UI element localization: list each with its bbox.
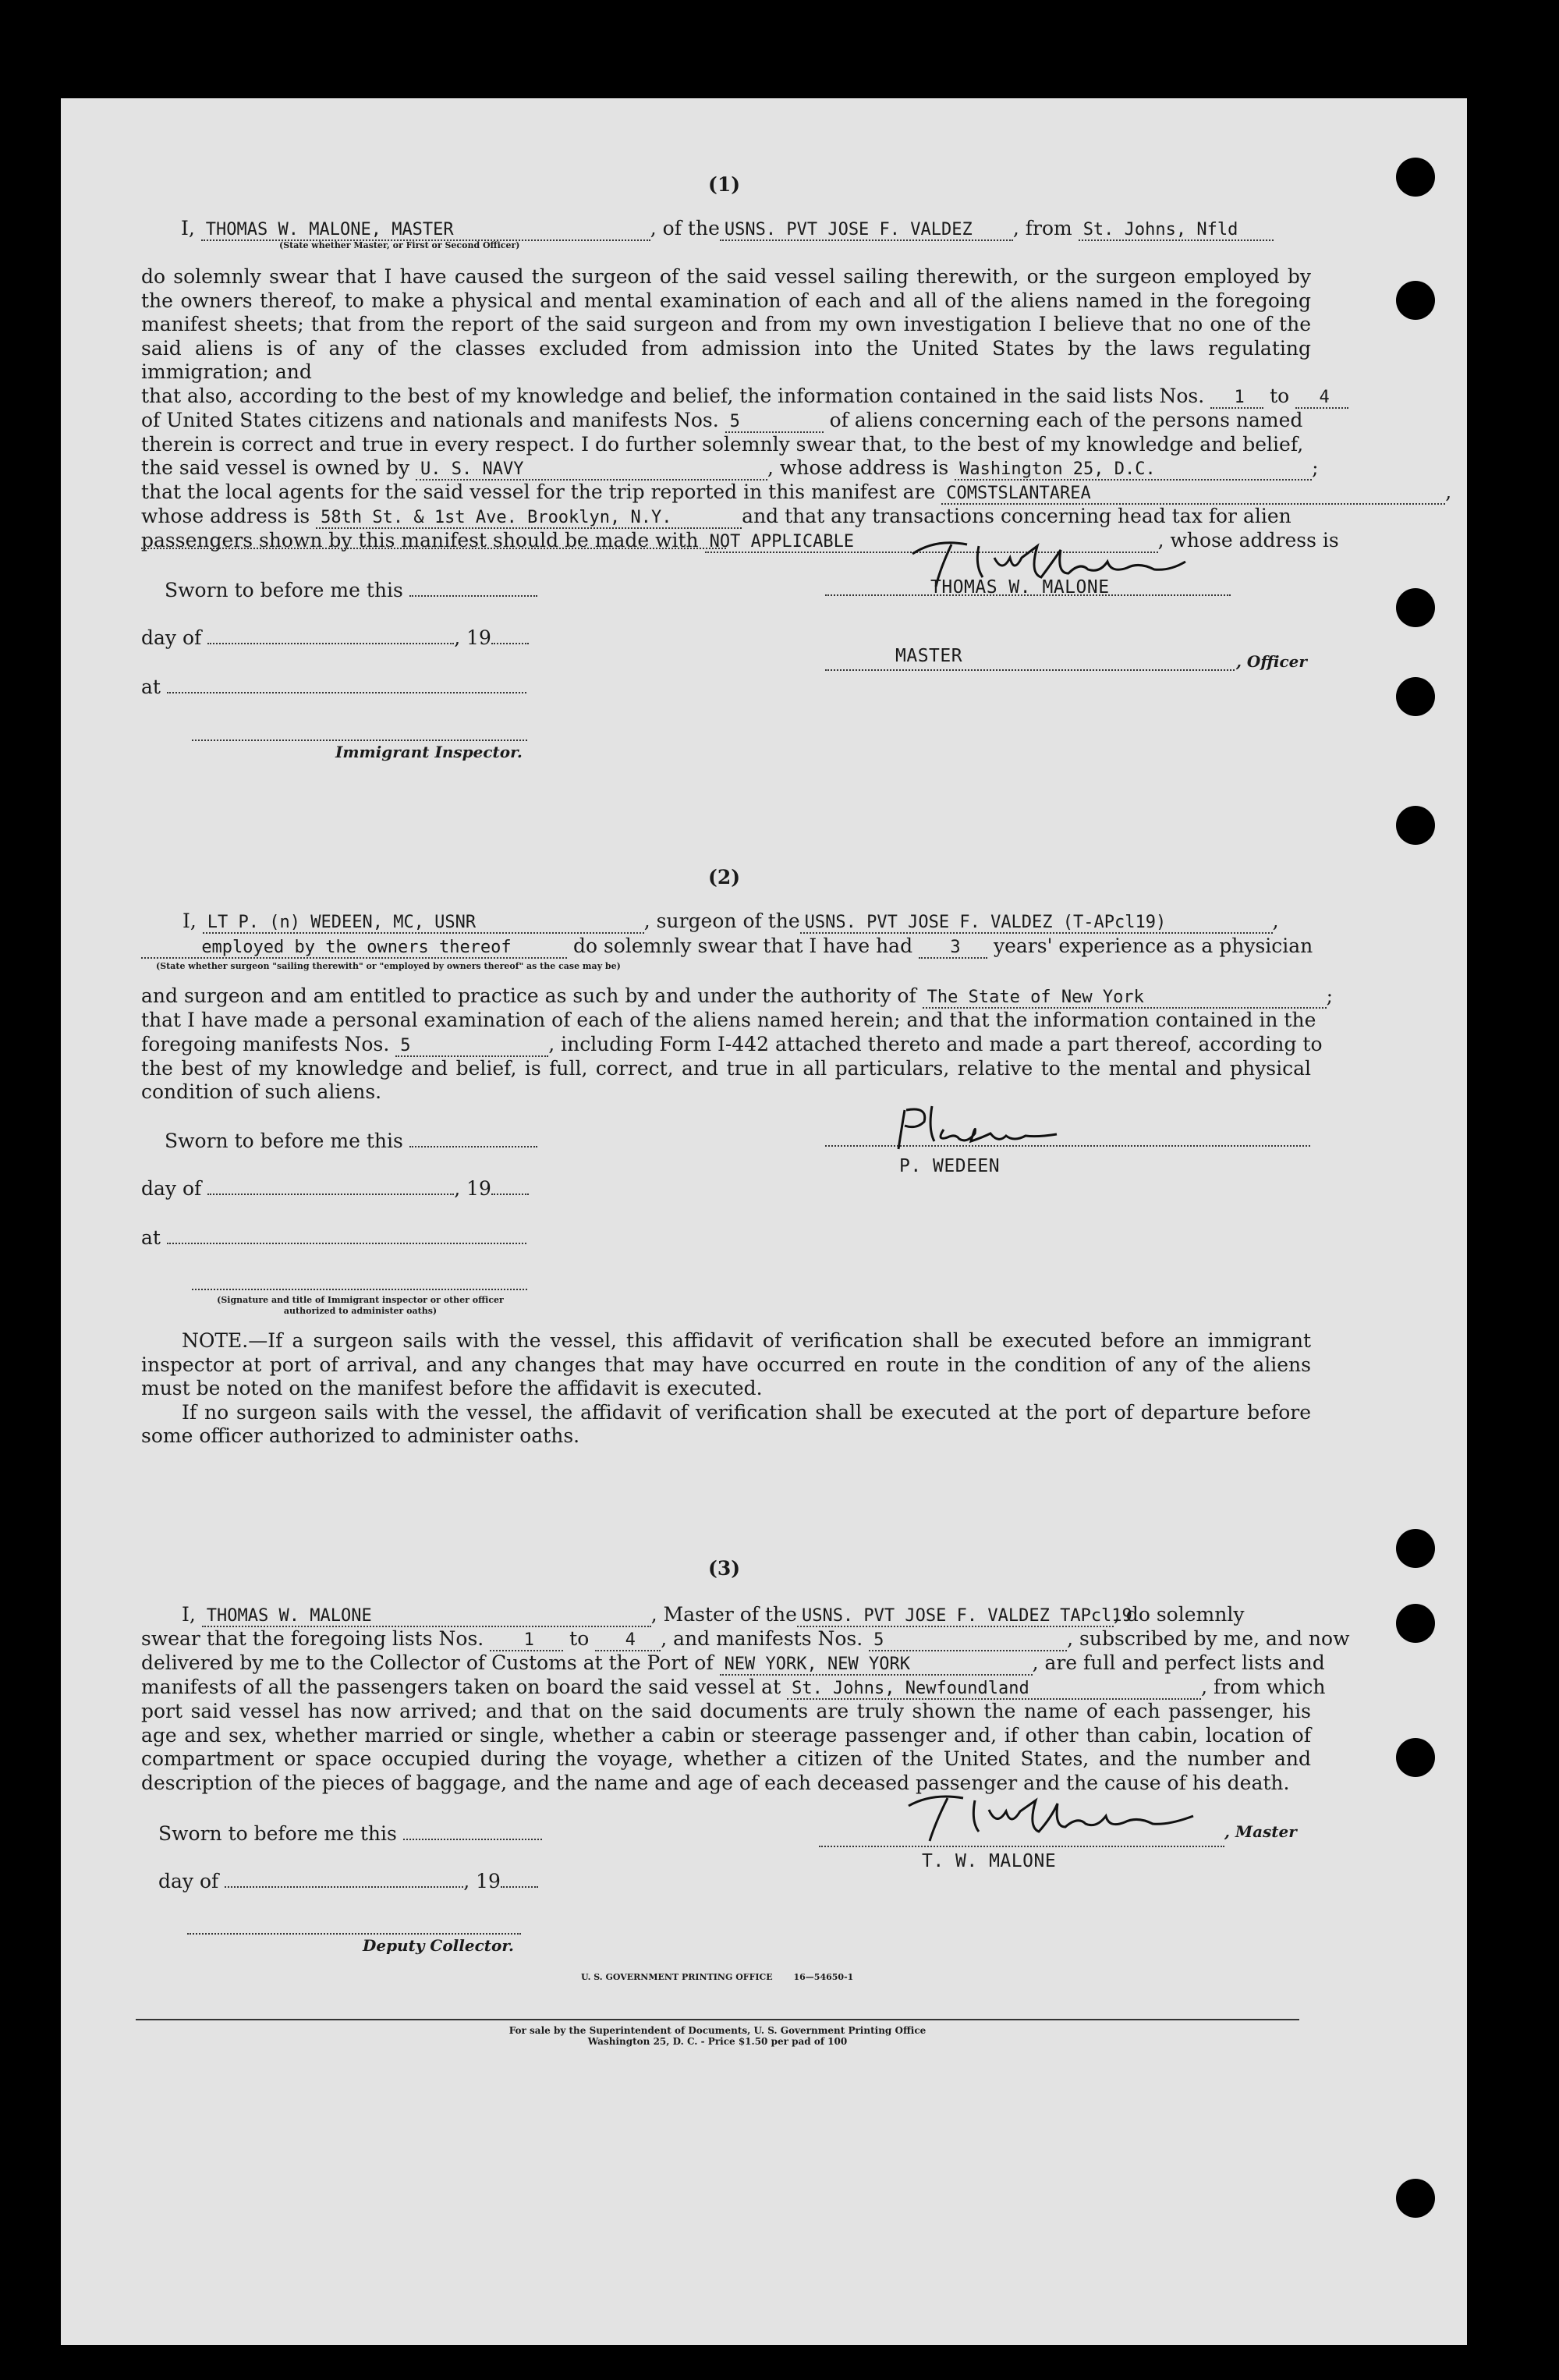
s1-manifests-field: 5 <box>725 413 824 433</box>
s1-day-of-label: day of <box>141 626 202 649</box>
s1-master-line <box>181 217 1274 241</box>
s1-to: to <box>1270 384 1290 407</box>
s3-day-of <box>158 1870 538 1892</box>
s2-surgeon-line: I, LT P. (n) WEDEEN, MC, USNR , surgeon of the USNS. PVT JOSE F. VALDEZ (T-APcl19) , <box>182 910 1279 932</box>
s1-agents-pre: that the local agents for the said vessel for the trip reported in this manifest are <box>141 481 936 503</box>
s3-manifests-pre: , and manifests Nos. <box>661 1627 863 1650</box>
punch-hole <box>1396 1529 1435 1568</box>
s3-master-of: , Master of the <box>650 1603 797 1626</box>
s3-port-field: NEW YORK, NEW YORK <box>720 1655 1033 1676</box>
sale-line-2: Washington 25, D. C. - Price $1.50 per pad of 100 <box>587 2036 848 2047</box>
s2-surgeon-name-field: LT P. (n) WEDEEN, MC, USNR <box>203 913 644 934</box>
s2-manifests-field: 5 <box>395 1037 548 1057</box>
s1-at-field <box>167 692 526 693</box>
s2-sworn-label: Sworn to before me this <box>165 1130 403 1152</box>
s1-at-label: at <box>141 676 161 698</box>
s1-sworn-field <box>409 595 537 597</box>
s1-owner-field: U. S. NAVY <box>416 460 767 481</box>
s3-do-swear: , do solemnly <box>1113 1603 1245 1626</box>
s3-collector-label: Deputy Collector. <box>363 1936 515 1955</box>
s2-employed-field: employed by the owners thereof <box>141 938 567 959</box>
s2-surgeon-of: , surgeon of the <box>643 910 800 932</box>
punch-hole <box>1396 588 1435 627</box>
s1-address-blank <box>141 548 726 549</box>
s1-inspector-sign-line <box>192 740 527 741</box>
s3-manifests-field: 5 <box>869 1631 1067 1651</box>
s3-boarded-pre: manifests of all the passengers taken on board the said vessel at <box>141 1676 781 1698</box>
s3-sworn-label: Sworn to before me this <box>158 1822 397 1845</box>
s2-body-a: that I have made a personal examination of each of the aliens named herein; and that the information contained in the <box>141 1009 1316 1031</box>
s1-manifests-post: of aliens concerning each of the persons named <box>829 408 1303 431</box>
s1-of-the: , of the <box>650 217 720 239</box>
s2-manifests-line <box>141 1032 1323 1057</box>
s3-lists-pre: swear that the foregoing lists Nos. <box>141 1627 484 1650</box>
s1-officer-line <box>825 669 1235 671</box>
s3-to: to <box>569 1627 590 1650</box>
punch-hole <box>1396 158 1435 197</box>
s1-owned-mid: , whose address is <box>767 456 949 479</box>
gpo-imprint: U. S. GOVERNMENT PRINTING OFFICE 16—54650-1 <box>581 1972 854 1982</box>
s2-vessel-field: USNS. PVT JOSE F. VALDEZ (T-APcl19) <box>800 913 1273 934</box>
s3-master-line <box>141 1603 1311 1627</box>
s3-boarded-post: , from which <box>1201 1676 1326 1698</box>
s3-signature-typed: T. W. MALONE <box>922 1851 1057 1871</box>
section-2-heading: (2) <box>708 866 741 889</box>
s1-sworn-label: Sworn to before me this <box>165 579 403 601</box>
s1-inspector-label: Immigrant Inspector. <box>335 743 523 761</box>
s2-note-1: NOTE.—If a surgeon sails with the vessel, this affidavit of verification shall be executed before an immigrant inspector at port of arrival, and any changes that may have occurred en route in the condition of any of the aliens must be noted on the manifest before the affidavit is executed. <box>141 1329 1311 1399</box>
s2-at-field <box>167 1243 526 1244</box>
s1-agents-field: COMSTSLANTAREA <box>941 484 1445 505</box>
s1-headtax-post: , whose address is <box>1157 529 1339 552</box>
s1-agents-address-line <box>141 505 1311 529</box>
s2-do-swear: do solemnly swear that I have had <box>572 935 913 957</box>
s1-headtax-pre: passengers shown by this manifest should be made with <box>141 529 699 552</box>
s1-agents-line: that the local agents for the said vessel for the trip reported in this manifest are COMSTSLANTAREA , <box>141 481 1452 503</box>
s1-manifests-line <box>141 409 1311 433</box>
s1-day-field <box>207 643 454 644</box>
s3-day-field <box>225 1886 463 1888</box>
s3-sworn <box>158 1822 542 1845</box>
s1-list-to-field: 4 <box>1295 388 1348 409</box>
s3-boarded-field: St. Johns, Newfoundland <box>787 1679 1201 1700</box>
punch-hole <box>1396 1738 1435 1777</box>
s3-port-line <box>141 1651 1325 1676</box>
s2-day-of <box>141 1177 529 1200</box>
s3-collector-sign-line <box>187 1933 521 1935</box>
footer-sale-note <box>390 2025 1045 2047</box>
s1-title-typed: MASTER <box>895 646 963 666</box>
s2-years-field: 3 <box>919 938 987 959</box>
s2-day-field <box>207 1194 454 1195</box>
malone-signature-2 <box>897 1786 1201 1849</box>
s2-authority-field: The State of New York <box>923 988 1327 1009</box>
s3-i: I, <box>182 1603 196 1626</box>
s2-authority-pre: and surgeon and am entitled to practice as such by and under the authority of <box>141 984 916 1007</box>
s1-agents-addr-post: and that any transactions concerning head tax for alien <box>742 505 1291 527</box>
punch-hole <box>1396 1604 1435 1643</box>
s2-employed-line <box>141 935 1313 959</box>
s2-inspector-sign-line <box>192 1289 527 1290</box>
s1-agents-address-field: 58th St. & 1st Ave. Brooklyn, N.Y. <box>316 509 742 529</box>
s1-i: I, <box>181 217 195 239</box>
s2-employed-note: (State whether surgeon "sailing therewith" or "employed by owners thereof" as the case may be) <box>156 961 621 971</box>
s1-owner-line: the said vessel is owned by U. S. NAVY , whose address is Washington 25, D.C. ; <box>141 456 1319 479</box>
s1-sworn <box>165 579 537 601</box>
s3-boarded-line <box>141 1676 1326 1700</box>
s1-signature-typed: THOMAS W. MALONE <box>930 577 1110 598</box>
s3-list-to-field: 4 <box>595 1631 661 1651</box>
section-3-heading: (3) <box>708 1557 741 1580</box>
s1-manifests-pre: of United States citizens and nationals and manifests Nos. <box>141 408 719 431</box>
s2-body-block <box>141 984 1334 1105</box>
s2-note-block <box>141 1329 1311 1449</box>
s1-master-name-field: THOMAS W. MALONE, MASTER <box>201 221 650 241</box>
s3-list-from-field: 1 <box>490 1631 563 1651</box>
s3-year-prefix: , 19 <box>463 1870 501 1892</box>
s1-list-from-field: 1 <box>1210 388 1263 409</box>
s1-from-port-field: St. Johns, Nfld <box>1079 221 1274 241</box>
s2-body-b: the best of my knowledge and belief, is full, correct, and true in all particulars, relative to the mental and physical condition of such aliens. <box>141 1056 1311 1103</box>
s3-master-label: , Master <box>1224 1822 1297 1841</box>
s2-signature-typed: P. WEDEEN <box>899 1156 1001 1176</box>
s2-manifests-post: , including Form I-442 attached thereto and made a part thereof, according to <box>548 1032 1323 1055</box>
s1-master-note: (State whether Master, or First or Second Officer) <box>279 240 520 250</box>
s1-officer-label: , Officer <box>1236 652 1307 671</box>
s1-from-label: , from <box>1012 217 1072 239</box>
s2-day-of-label: day of <box>141 1177 202 1200</box>
s1-body-text: do solemnly swear that I have caused the surgeon of the said vessel sailing therewith, or the surgeon employed by the owners thereof, to make a physical and mental examination of each and all of the aliens named in the foregoing manifest sheets; that from the report of the said surgeon and from my own investigation I believe that no one of the said aliens is of any of the classes excluded from admission into the United States by the laws regulating immigration; and <box>141 265 1311 383</box>
s2-sworn-field <box>409 1146 537 1147</box>
s2-years-post: years' experience as a physician <box>993 935 1313 957</box>
s3-body-text: port said vessel has now arrived; and that on the said documents are truly shown the name of each passenger, his age and sex, whether married or single, whether a cabin or steerage passenger and, if other than cabin, location of compartment or space occupied during the voyage, whether a citizen of the United States, and the number and description of the pieces of baggage, and the name and age of each deceased passenger and the cause of his death. <box>141 1700 1311 1794</box>
s1-at <box>141 676 526 698</box>
s3-sworn-field <box>403 1839 542 1840</box>
s3-body-block <box>141 1603 1350 1795</box>
s1-agents-addr-pre: whose address is <box>141 505 310 527</box>
s2-at <box>141 1226 526 1249</box>
s2-at-label: at <box>141 1226 161 1249</box>
s3-signature-line <box>819 1846 1224 1847</box>
s3-port-post: , are full and perfect lists and <box>1032 1651 1325 1674</box>
s1-owned-pre: the said vessel is owned by <box>141 456 410 479</box>
s2-authority-line: and surgeon and am entitled to practice as such by and under the authority of The State of New York ; <box>141 984 1334 1007</box>
punch-hole <box>1396 806 1435 845</box>
s1-owner-address-field: Washington 25, D.C. <box>955 460 1312 481</box>
s1-day-of <box>141 626 529 649</box>
s2-inspector-note: (Signature and title of Immigrant inspector or other officer authorized to administer oaths) <box>217 1295 504 1316</box>
s1-headtax-field: NOT APPLICABLE <box>705 533 1158 553</box>
s2-manifests-pre: foregoing manifests Nos. <box>141 1032 390 1055</box>
s1-lists-line <box>141 384 1330 409</box>
punch-hole <box>1396 2179 1435 2218</box>
s1-body-block <box>141 265 1452 553</box>
s1-year-field <box>491 643 529 644</box>
s3-port-pre: delivered by me to the Collector of Customs at the Port of <box>141 1651 714 1674</box>
sale-line-1: For sale by the Superintendent of Documents, U. S. Government Printing Office <box>508 2025 927 2036</box>
s2-i: I, <box>182 910 197 932</box>
section-1-heading: (1) <box>708 173 741 196</box>
punch-hole <box>1396 677 1435 716</box>
punch-hole <box>1396 281 1435 320</box>
s3-day-of-label: day of <box>158 1870 219 1892</box>
s2-year-prefix: , 19 <box>454 1177 491 1200</box>
s3-vessel-field: USNS. PVT JOSE F. VALDEZ TAPcl19 <box>797 1607 1114 1627</box>
footer-rule <box>136 2019 1299 2020</box>
s2-note-2: If no surgeon sails with the vessel, the affidavit of verification shall be executed at the port of departure before some officer authorized to administer oaths. <box>141 1400 1311 1447</box>
s1-lists-pre: that also, according to the best of my knowledge and belief, the information contained in the said lists Nos. <box>141 384 1205 407</box>
s3-lists-line <box>141 1627 1350 1651</box>
s1-year-prefix: , 19 <box>454 626 491 649</box>
s2-sworn <box>165 1130 537 1152</box>
s3-year-field <box>501 1886 538 1888</box>
s1-vessel-field: USNS. PVT JOSE F. VALDEZ <box>720 221 1013 241</box>
s1-line3: therein is correct and true in every respect. I do further solemnly swear that, to the best of my knowledge and belief, <box>141 432 1304 456</box>
s2-signature-line <box>825 1145 1310 1147</box>
s2-year-field <box>491 1194 529 1195</box>
s3-master-name-field: THOMAS W. MALONE <box>202 1607 651 1627</box>
s3-manifests-post: , subscribed by me, and now <box>1067 1627 1350 1650</box>
